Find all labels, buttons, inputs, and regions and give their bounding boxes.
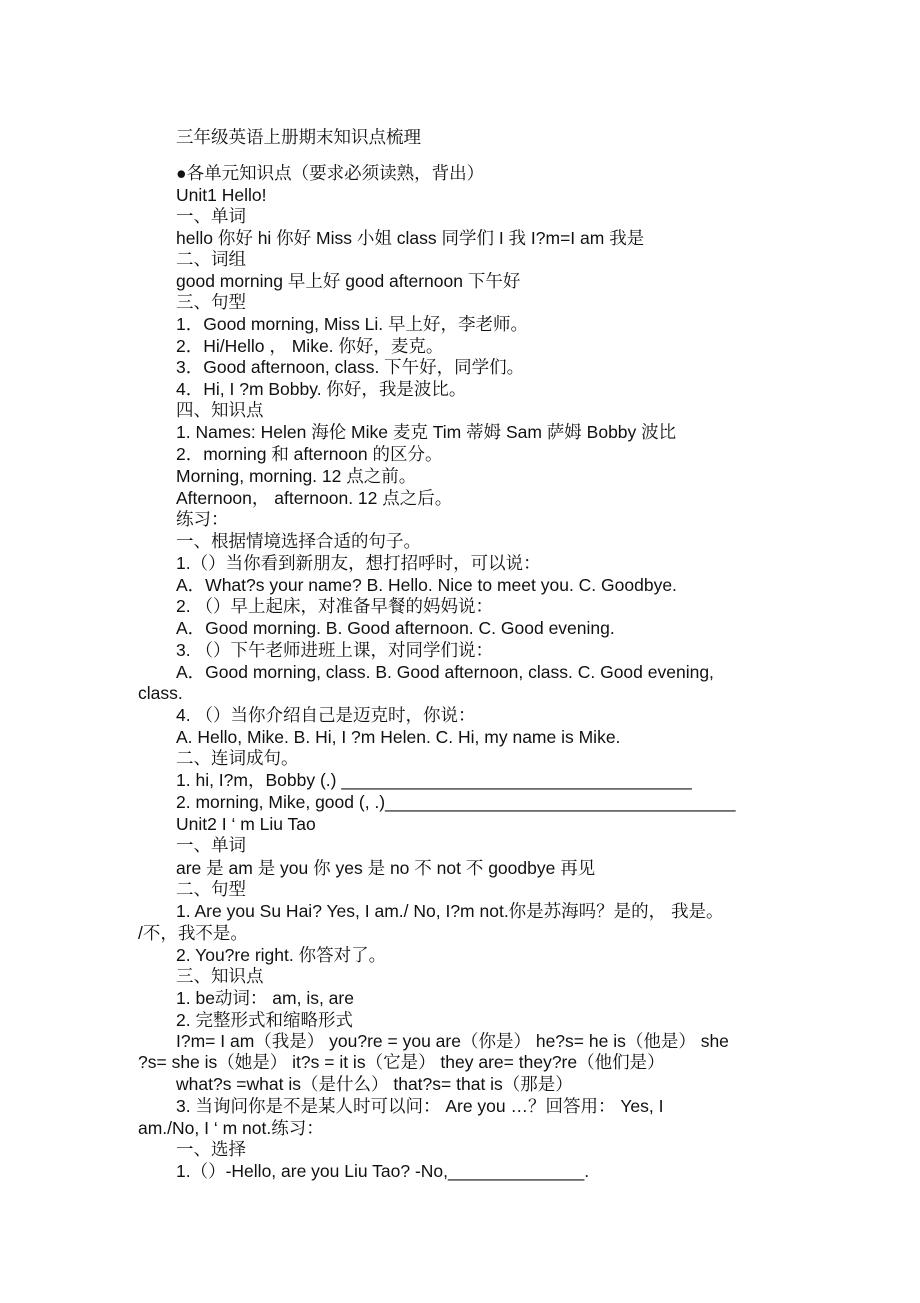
answer-options: A．Good morning. B. Good afternoon. C. Good evening. xyxy=(176,618,615,638)
text-line: 1. Names: Helen 海伦 Mike 麦克 Tim 蒂姆 Sam 萨姆 Bobby 波比 xyxy=(176,422,677,442)
text-line: good morning 早上好 good afternoon 下午好 xyxy=(176,271,521,291)
text-line: Afternoon， afternoon. 12 点之后。 xyxy=(176,488,453,508)
sub-heading: 三、句型 xyxy=(176,292,246,312)
question-line: 1.（）当你看到新朋友，想打招呼时，可以说： xyxy=(176,553,541,573)
exercise-line: 1.（）-Hello, are you Liu Tao? -No,______________. xyxy=(176,1161,590,1181)
answer-options: A．What?s your name? B. Hello. Nice to meet you. C. Goodbye. xyxy=(176,575,677,595)
text-line: 2．Hi/Hello ， Mike. 你好，麦克。 xyxy=(176,336,444,356)
text-line: 1. Are you Su Hai? Yes, I am./ No, I?m not.你是苏海吗？是的， 我是。 xyxy=(176,901,724,921)
sub-heading: 一、单词 xyxy=(176,206,246,226)
unit-heading: Unit2 I ‘ m Liu Tao xyxy=(176,814,316,834)
text-line: 2. 完整形式和缩略形式 xyxy=(176,1010,353,1030)
text-line: 2．morning 和 afternoon 的区分。 xyxy=(176,444,443,464)
sub-heading: 二、句型 xyxy=(176,879,246,899)
sub-heading: 三、知识点 xyxy=(176,966,264,986)
question-line: 4. （）当你介绍自己是迈克时，你说： xyxy=(176,705,476,725)
text-line: 1. be动词： am, is, are xyxy=(176,988,354,1008)
text-line-continued: ?s= she is（她是） it?s = it is（它是） they are= they?re（他们是） xyxy=(138,1052,665,1072)
question-line: 2. （）早上起床，对准备早餐的妈妈说： xyxy=(176,596,493,616)
text-line: Morning, morning. 12 点之前。 xyxy=(176,466,417,486)
text-line: I?m= I am（我是） you?re = you are（你是） he?s= he is（他是） she xyxy=(176,1031,729,1051)
section-heading: ●各单元知识点（要求必须读熟，背出） xyxy=(176,163,485,183)
text-line: 4．Hi, I ?m Bobby. 你好，我是波比。 xyxy=(176,379,467,399)
exercise-line: 2. morning, Mike, good (, .)____________________________________ xyxy=(176,792,736,812)
answer-options-continued: class. xyxy=(138,683,183,703)
question-line: 3. （）下午老师进班上课，对同学们说： xyxy=(176,640,493,660)
text-line: 3．Good afternoon, class. 下午好，同学们。 xyxy=(176,357,525,377)
text-line: are 是 am 是 you 你 yes 是 no 不 not 不 goodbye 再见 xyxy=(176,858,596,878)
sub-heading: 一、根据情境选择合适的句子。 xyxy=(176,531,421,551)
text-line-continued: /不，我不是。 xyxy=(138,923,248,943)
text-line: what?s =what is（是什么） that?s= that is（那是） xyxy=(176,1074,573,1094)
unit-heading: Unit1 Hello! xyxy=(176,185,267,205)
answer-options: A．Good morning, class. B. Good afternoon, class. C. Good evening, xyxy=(176,662,714,682)
sub-heading: 四、知识点 xyxy=(176,400,264,420)
sub-heading: 一、单词 xyxy=(176,835,246,855)
exercise-line: 1. hi, I?m，Bobby (.) ____________________________________ xyxy=(176,770,692,790)
text-line-continued: am./No, I ‘ m not.练习： xyxy=(138,1118,324,1138)
document-title: 三年级英语上册期末知识点梳理 xyxy=(176,127,421,147)
text-line: 3. 当询问你是不是某人时可以问： Are you …？回答用： Yes, I xyxy=(176,1096,664,1116)
answer-options: A. Hello, Mike. B. Hi, I ?m Helen. C. Hi, my name is Mike. xyxy=(176,727,621,747)
sub-heading: 练习： xyxy=(176,509,229,529)
text-line: 2. You?re right. 你答对了。 xyxy=(176,945,387,965)
sub-heading: 二、词组 xyxy=(176,249,246,269)
sub-heading: 一、选择 xyxy=(176,1139,246,1159)
text-line: hello 你好 hi 你好 Miss 小姐 class 同学们 I 我 I?m=I am 我是 xyxy=(176,228,645,248)
text-line: 1．Good morning, Miss Li. 早上好，李老师。 xyxy=(176,314,529,334)
sub-heading: 二、连词成句。 xyxy=(176,748,299,768)
